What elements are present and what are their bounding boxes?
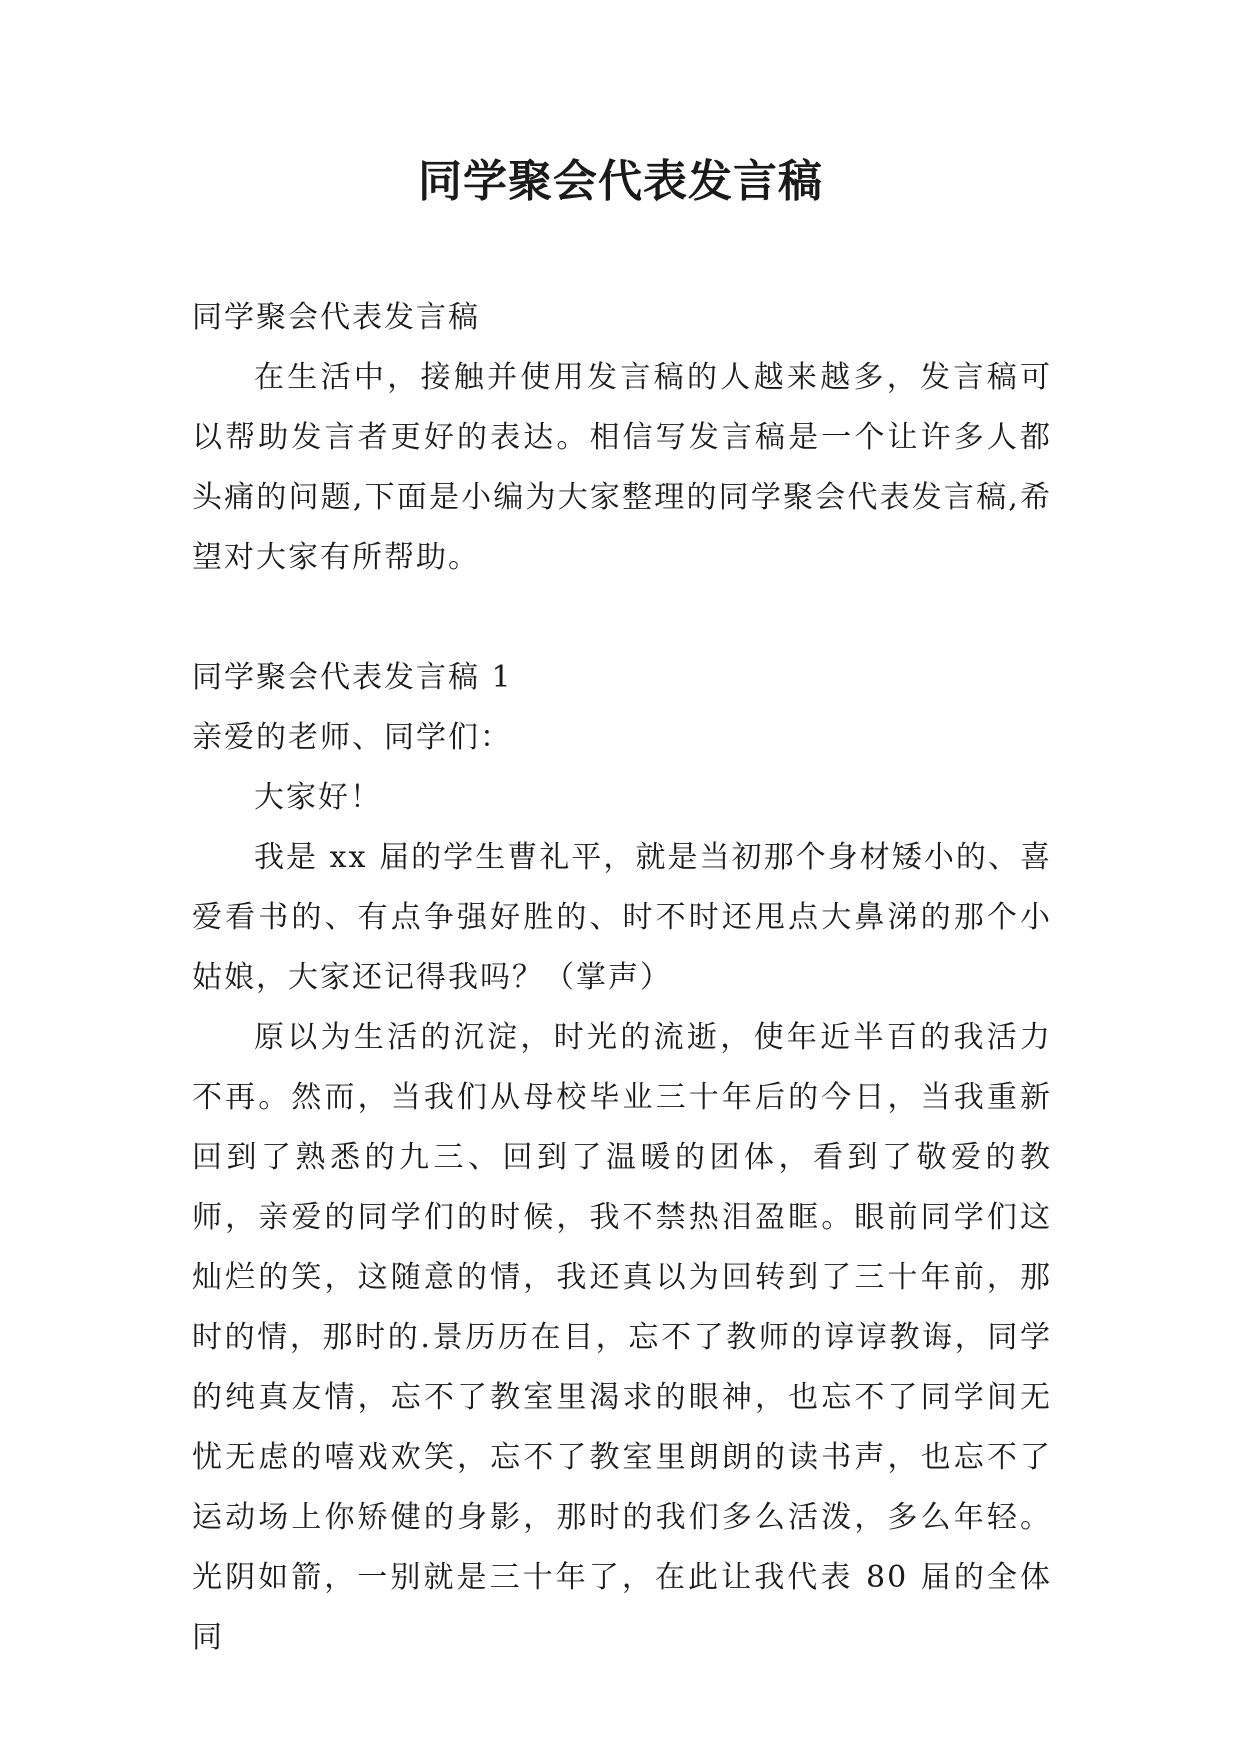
document-subtitle: 同学聚会代表发言稿 xyxy=(192,300,480,335)
document-title: 同学聚会代表发言稿 xyxy=(418,156,823,207)
salutation: 亲爱的老师、同学们： xyxy=(192,720,512,755)
document-body xyxy=(192,288,1052,1668)
paragraph-spacer xyxy=(192,588,1052,648)
body-paragraph-1: 我是 xx 届的学生曹礼平，就是当初那个身材矮小的、喜爱看书的、有点争强好胜的、时不时还甩点大鼻涕的那个小姑娘，大家还记得我吗？（掌声） xyxy=(192,840,1052,995)
section-heading: 同学聚会代表发言稿 1 xyxy=(192,660,513,695)
body-paragraph-2: 原以为生活的沉淀，时光的流逝，使年近半百的我活力不再。然而，当我们从母校毕业三十年后的今日，当我重新回到了熟悉的九三、回到了温暖的团体，看到了敬爱的教师，亲爱的同学们的时候，我不禁热泪盈眶。眼前同学们这灿烂的笑，这随意的情，我还真以为回转到了三十年前，那时的情，那时的.景历历在目，忘不了教师的谆谆教诲，同学的纯真友情，忘不了教室里渴求的眼神，也忘不了同学间无忧无虑的嘻戏欢笑，忘不了教室里朗朗的读书声，也忘不了运动场上你矫健的身影，那时的我们多么活泼，多么年轻。光阴如箭，一别就是三十年了，在此让我代表 80 届的全体同 xyxy=(192,1020,1052,1655)
greeting: 大家好！ xyxy=(254,780,382,815)
intro-paragraph: 在生活中，接触并使用发言稿的人越来越多，发言稿可以帮助发言者更好的表达。相信写发言稿是一个让许多人都头痛的问题,下面是小编为大家整理的同学聚会代表发言稿,希望对大家有所帮助。 xyxy=(192,360,1052,575)
